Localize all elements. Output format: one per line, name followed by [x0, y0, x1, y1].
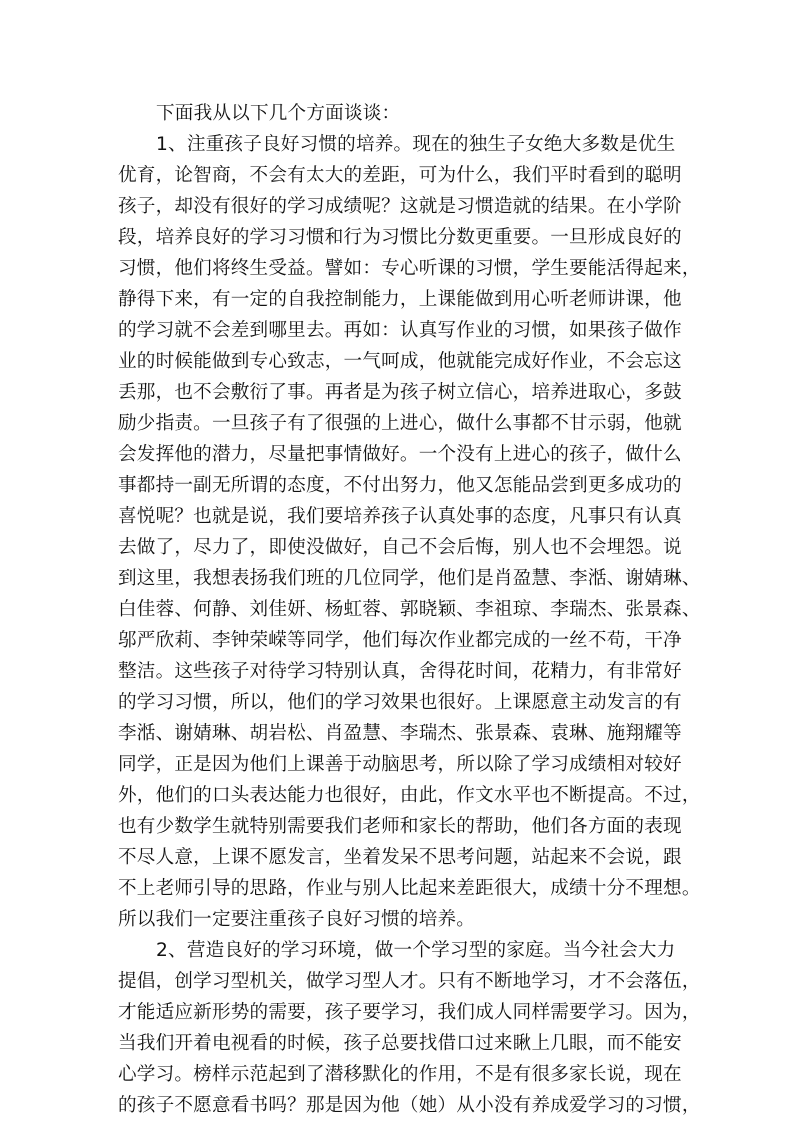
paragraph-line: 也有少数学生就特别需要我们老师和家长的帮助，他们各方面的表现	[118, 816, 682, 837]
paragraph-line: 2、营造良好的学习环境，做一个学习型的家庭。当今社会大力	[156, 940, 676, 961]
paragraph-line: 李湉、谢婧琳、胡岩松、肖盈慧、李瑞杰、张景森、袁琳、施翔耀等	[118, 723, 682, 744]
paragraph-line: 的学习习惯，所以，他们的学习效果也很好。上课愿意主动发言的有	[118, 692, 682, 713]
paragraph-line: 邬严欣莉、李钟荣嵘等同学，他们每次作业都完成的一丝不苟，干净	[118, 630, 682, 651]
paragraph-line: 静得下来，有一定的自我控制能力，上课能做到用心听老师讲课，他	[118, 289, 682, 310]
paragraph-line: 业的时候能做到专心致志，一气呵成，他就能完成好作业，不会忘这	[118, 351, 682, 372]
paragraph-line: 孩子，却没有很好的学习成绩呢？这就是习惯造就的结果。在小学阶	[118, 196, 682, 217]
paragraph-line: 提倡，创学习型机关，做学习型人才。只有不断地学习，才不会落伍，	[118, 971, 701, 992]
paragraph-line: 当我们开着电视看的时候，孩子总要找借口过来瞅上几眼，而不能安	[118, 1033, 682, 1054]
paragraph-line: 不尽人意，上课不愿发言，坐着发呆不思考问题，站起来不会说，跟	[118, 847, 682, 868]
paragraph-line: 丢那，也不会敷衍了事。再者是为孩子树立信心，培养进取心，多鼓	[118, 382, 682, 403]
intro-line: 下面我从以下几个方面谈谈：	[156, 103, 401, 124]
paragraph-line: 喜悦呢？也就是说，我们要培养孩子认真处事的态度，凡事只有认真	[118, 506, 682, 527]
paragraph-line: 同学，正是因为他们上课善于动脑思考，所以除了学习成绩相对较好	[118, 754, 682, 775]
paragraph-line: 习惯，他们将终生受益。譬如：专心听课的习惯，学生要能活得起来，	[118, 258, 701, 279]
paragraph-line: 会发挥他的潜力，尽量把事情做好。一个没有上进心的孩子，做什么	[118, 444, 682, 465]
paragraph-line: 的学习就不会差到哪里去。再如：认真写作业的习惯，如果孩子做作	[118, 320, 682, 341]
paragraph-line: 优育，论智商，不会有太大的差距，可为什么，我们平时看到的聪明	[118, 165, 682, 186]
paragraph-line: 去做了，尽力了，即使没做好，自己不会后悔，别人也不会埋怨。说	[118, 537, 682, 558]
paragraph-line: 段，培养良好的学习习惯和行为习惯比分数更重要。一旦形成良好的	[118, 227, 682, 248]
paragraph-line: 的孩子不愿意看书吗？那是因为他（她）从小没有养成爱学习的习惯，	[118, 1095, 701, 1116]
paragraph-line: 外，他们的口头表达能力也很好，由此，作文水平也不断提高。不过，	[118, 785, 701, 806]
paragraph-line: 励少指责。一旦孩子有了很强的上进心，做什么事都不甘示弱，他就	[118, 413, 682, 434]
paragraph-line: 事都持一副无所谓的态度，不付出努力，他又怎能品尝到更多成功的	[118, 475, 682, 496]
paragraph-line: 心学习。榜样示范起到了潜移默化的作用，不是有很多家长说，现在	[118, 1064, 682, 1085]
paragraph-line: 才能适应新形势的需要，孩子要学习，我们成人同样需要学习。因为，	[118, 1002, 701, 1023]
document-body	[118, 98, 701, 1121]
paragraph-line: 整洁。这些孩子对待学习特别认真，舍得花时间，花精力，有非常好	[118, 661, 682, 682]
paragraph-line: 白佳蓉、何静、刘佳妍、杨虹蓉、郭晓颖、李祖琼、李瑞杰、张景森、	[118, 599, 701, 620]
paragraph-line: 所以我们一定要注重孩子良好习惯的培养。	[118, 909, 476, 930]
paragraph-line: 不上老师引导的思路，作业与别人比起来差距很大，成绩十分不理想。	[118, 878, 701, 899]
paragraph-line: 到这里，我想表扬我们班的几位同学，他们是肖盈慧、李湉、谢婧琳、	[118, 568, 701, 589]
paragraph-line: 1、注重孩子良好习惯的培养。现在的独生子女绝大多数是优生	[156, 134, 676, 155]
